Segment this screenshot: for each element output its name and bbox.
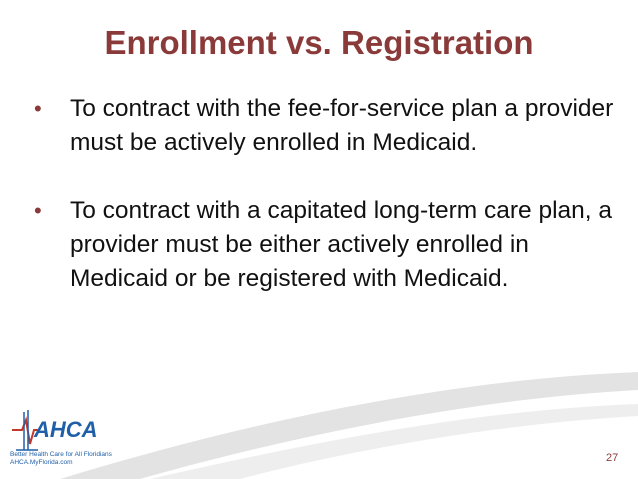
bullet-text: To contract with the fee-for-service plan a provider must be actively enrolled in Medicaid. — [70, 95, 614, 156]
bullet-list — [28, 92, 618, 330]
bullet-marker: • — [34, 96, 42, 121]
slide-title: Enrollment vs. Registration — [104, 24, 534, 61]
bullet-marker: • — [34, 198, 42, 223]
bullet-item-2 — [28, 194, 618, 296]
bullet-item-1 — [28, 92, 618, 160]
logo-wordmark: AHCA — [34, 417, 98, 442]
bullet-text: To contract with a capitated long-term care plan, a provider must be either actively enrolled in Medicaid or be registered with Medicaid. — [70, 197, 613, 292]
logo-tagline — [10, 451, 112, 467]
tagline-line-1: Better Health Care for All Floridians — [10, 451, 112, 458]
tagline-line-2: AHCA.MyFlorida.com — [10, 459, 73, 466]
page-number: 27 — [606, 452, 619, 464]
